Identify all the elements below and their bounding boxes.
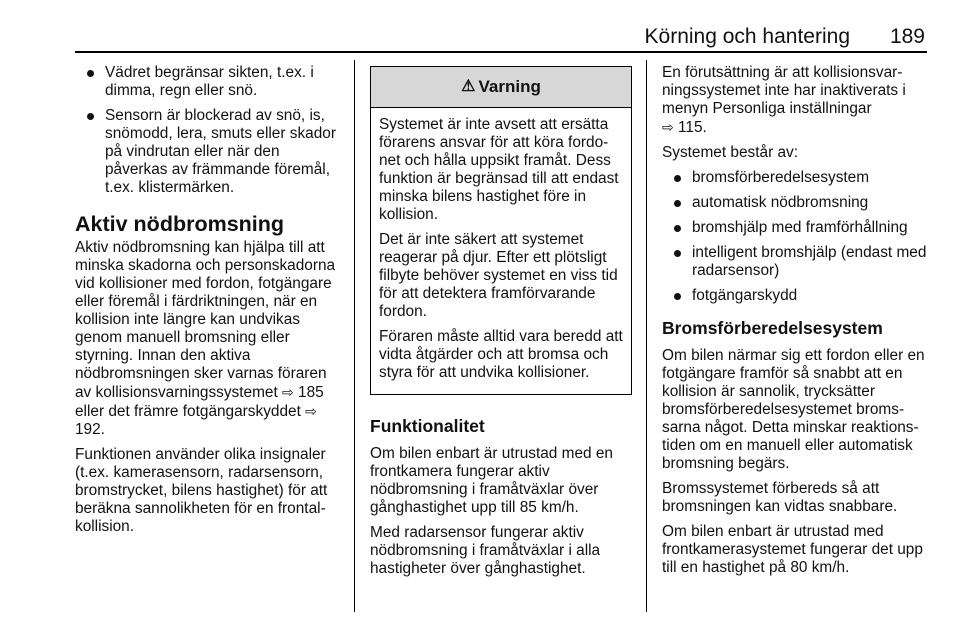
page-header <box>75 24 932 50</box>
section-heading: Funktionalitet <box>370 416 485 436</box>
bullet-icon <box>674 293 681 300</box>
list-item: bromshjälp med framförhållning <box>662 219 927 237</box>
bullet-icon <box>674 225 681 232</box>
list-item: bromsförberedelsesystem <box>662 169 927 187</box>
warning-body <box>371 108 631 394</box>
paragraph: Aktiv nödbromsning kan hjälpa till att minska skadorna och personskadorna vid kollisioner med fordon, fotgängare eller föremål i färdriktningen, när en kollision inte längre kan undvikas genom manuell bromsning eller styrning. Innan den aktiva nödbromsningen sker varnas föraren av kollisionsvarningssystemet ⇨ 185 eller det främre fotgängarskyddet ⇨ 192. <box>75 239 336 438</box>
warning-header <box>371 67 631 108</box>
paragraph: En förutsättning är att kollisionsvarningssystemet inte har inaktiverats i menyn Personliga inställningar ⇨ 115. <box>662 64 906 136</box>
page-ref-arrow-icon: ⇨ <box>282 384 294 400</box>
warning-box <box>370 66 632 395</box>
list-item: automatisk nödbromsning <box>662 194 927 212</box>
page-ref-link[interactable]: 192. <box>75 421 105 438</box>
warning-paragraph: Det är inte säkert att systemet reagerar på djur. Efter ett plötsligt filbyte behöver systemet en viss tid för att detektera framförvarande fordon. <box>379 231 618 320</box>
bullet-icon <box>674 250 681 257</box>
paragraph: Om bilen enbart är utrustad med frontkamerasystemet fungerar det upp till en hastighet på 80 km/h. <box>662 523 923 576</box>
page-ref-arrow-icon: ⇨ <box>305 403 317 419</box>
warning-triangle-icon: ⚠ <box>461 78 476 95</box>
column-divider <box>646 60 647 612</box>
bullet-icon <box>87 70 94 77</box>
list-item: Vädret begränsar sikten, t.ex. i dimma, regn eller snö. <box>75 64 343 100</box>
column-3 <box>662 64 927 584</box>
bullet-icon <box>674 200 681 207</box>
list-item: Sensorn är blockerad av snö, is, snömodd, lera, smuts eller skador på vindrutan eller när den påverkas av främmande föremål, t.ex. klistermärken. <box>75 107 343 197</box>
chapter-title: Körning och hantering <box>644 25 850 48</box>
condition-list <box>75 64 343 197</box>
column-divider <box>354 60 355 612</box>
system-components-list <box>662 169 927 305</box>
list-item: fotgängarskydd <box>662 287 927 305</box>
section-heading: Bromsförberedelsesystem <box>662 318 883 338</box>
bullet-icon <box>674 175 681 182</box>
header-rule <box>75 51 927 53</box>
paragraph: Med radarsensor fungerar aktiv nödbromsning i framåtväxlar i alla hastigheter över gånghastighet. <box>370 524 601 577</box>
column-2 <box>370 66 634 585</box>
bullet-icon <box>87 113 94 120</box>
list-item: intelligent bromshjälp (endast med radarsensor) <box>662 244 927 280</box>
column-1 <box>75 64 343 543</box>
page-ref-link[interactable]: 115. <box>678 119 707 136</box>
paragraph: Om bilen enbart är utrustad med en frontkamera fungerar aktiv nödbromsning i framåtväxlar över gånghastighet upp till 85 km/h. <box>370 445 613 516</box>
warning-paragraph: Systemet är inte avsett att ersätta förarens ansvar för att köra fordonet och hålla uppsikt framåt. Dess funktion är begränsad till att endast minska bilens hastighet före in kollision. <box>379 116 619 223</box>
section-heading: Aktiv nödbromsning <box>75 212 285 236</box>
warning-title: Varning <box>478 77 541 96</box>
paragraph: Bromssystemet förbereds så att bromsningen kan vidtas snabbare. <box>662 480 898 515</box>
page-ref-link[interactable]: 185 <box>298 384 324 401</box>
page-ref-arrow-icon: ⇨ <box>662 119 674 135</box>
paragraph: Systemet består av: <box>662 144 799 161</box>
paragraph: Om bilen närmar sig ett fordon eller en fotgängare framför så snabbt att en kollision är sannolik, trycksätter bromsförberedelsesystemet bromssarna något. Detta minskar reaktionstiden om en manuell eller automatisk bromsning begärs. <box>662 347 925 472</box>
paragraph: Funktionen använder olika insignaler (t.ex. kamerasensorn, radarsensorn, bromstrycket, bilens hastighet) för att beräkna sannolikheten för en frontalkollision. <box>75 446 328 535</box>
page-number: 189 <box>889 25 925 48</box>
warning-paragraph: Föraren måste alltid vara beredd att vidta åtgärder och att bromsa och styra för att undvika kollisioner. <box>379 328 623 381</box>
